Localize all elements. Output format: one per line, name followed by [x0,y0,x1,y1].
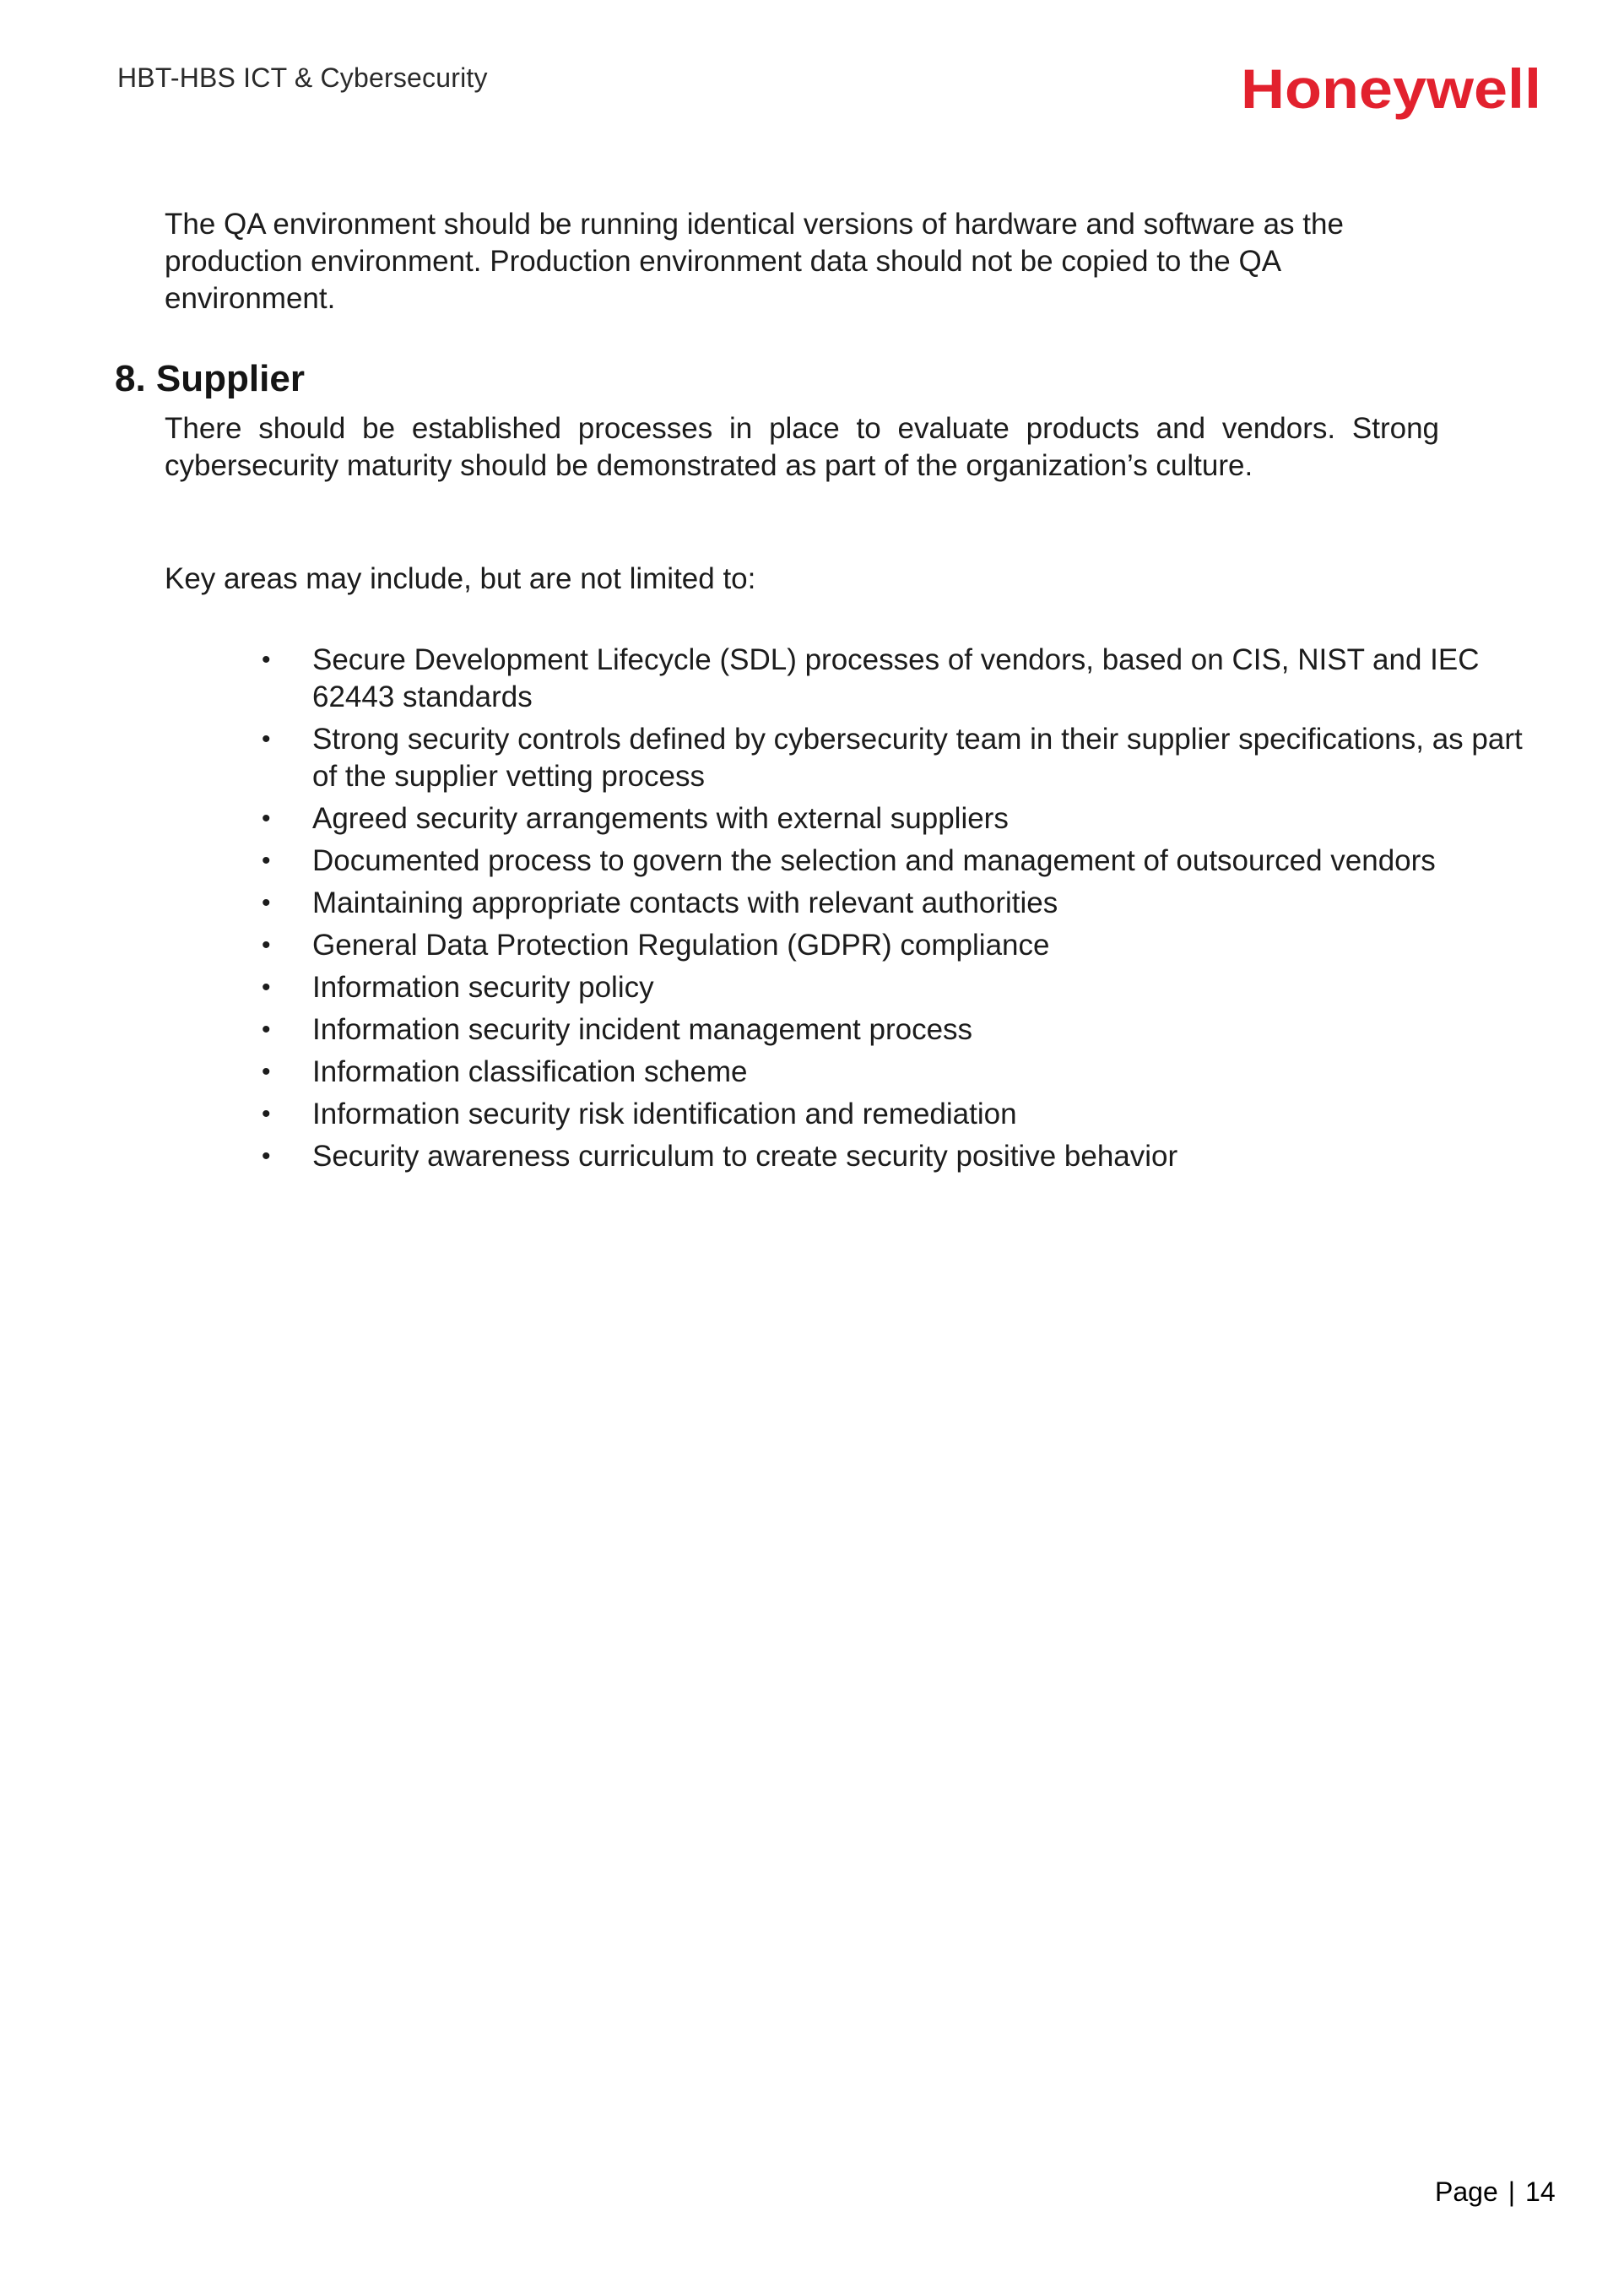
list-item-text: Security awareness curriculum to create security positive behavior [312,1140,1178,1173]
page-separator: | [1508,2176,1516,2207]
bullet-icon: • [262,889,271,917]
list-item-text: Information classification scheme [312,1055,748,1088]
bullet-icon: • [262,1016,271,1044]
list-item-text: Information security policy [312,971,654,1004]
key-areas-list [262,642,1546,1180]
list-item-text: Agreed security arrangements with external suppliers [312,802,1009,835]
list-item [262,800,1546,838]
page-number: 14 [1525,2176,1556,2207]
qa-environment-paragraph: The QA environment should be running identical versions of hardware and software as the production environment. Production environment data should not be copied to the QA environment. [165,208,1344,315]
list-item-text: General Data Protection Regulation (GDPR) compliance [312,929,1050,962]
bullet-icon: • [262,1142,271,1170]
bullet-icon: • [262,646,271,674]
bullet-icon: • [262,931,271,959]
list-item [262,642,1546,716]
bullet-icon: • [262,725,271,753]
bullet-icon: • [262,847,271,875]
list-item [262,721,1546,795]
supplier-intro-paragraph: There should be established processes in place to evaluate products and vendors. Strong cybersecurity maturity should be demonstrated as part of the organization’s culture. [165,412,1439,482]
bullet-icon: • [262,1058,271,1086]
logo-wordmark: Honeywell [1241,57,1541,120]
honeywell-logo [1241,51,1545,128]
page-label: Page [1435,2176,1498,2207]
section-heading-supplier: 8. Supplier [115,358,305,399]
list-item-text: Information security incident management process [312,1013,973,1046]
list-item [262,1096,1546,1133]
list-item [262,927,1546,964]
list-item-text: Documented process to govern the selection and management of outsourced vendors [312,844,1436,877]
bullet-icon: • [262,805,271,832]
key-areas-intro: Key areas may include, but are not limited to: [165,562,756,595]
list-item [262,1138,1546,1175]
bullet-icon: • [262,973,271,1001]
list-item-text: Secure Development Lifecycle (SDL) processes of vendors, based on CIS, NIST and IEC 62443 standards [312,643,1480,713]
list-item-text: Information security risk identification and remediation [312,1098,1017,1130]
list-item [262,885,1546,922]
list-item-text: Strong security controls defined by cybersecurity team in their supplier specifications, as part of the supplier vetting process [312,723,1523,793]
list-item [262,1011,1546,1049]
document-header-label: HBT-HBS ICT & Cybersecurity [117,62,488,93]
page-footer [1435,2176,1556,2208]
bullet-icon: • [262,1100,271,1128]
list-item [262,1054,1546,1091]
list-item [262,843,1546,880]
list-item [262,969,1546,1006]
list-item-text: Maintaining appropriate contacts with relevant authorities [312,886,1058,919]
